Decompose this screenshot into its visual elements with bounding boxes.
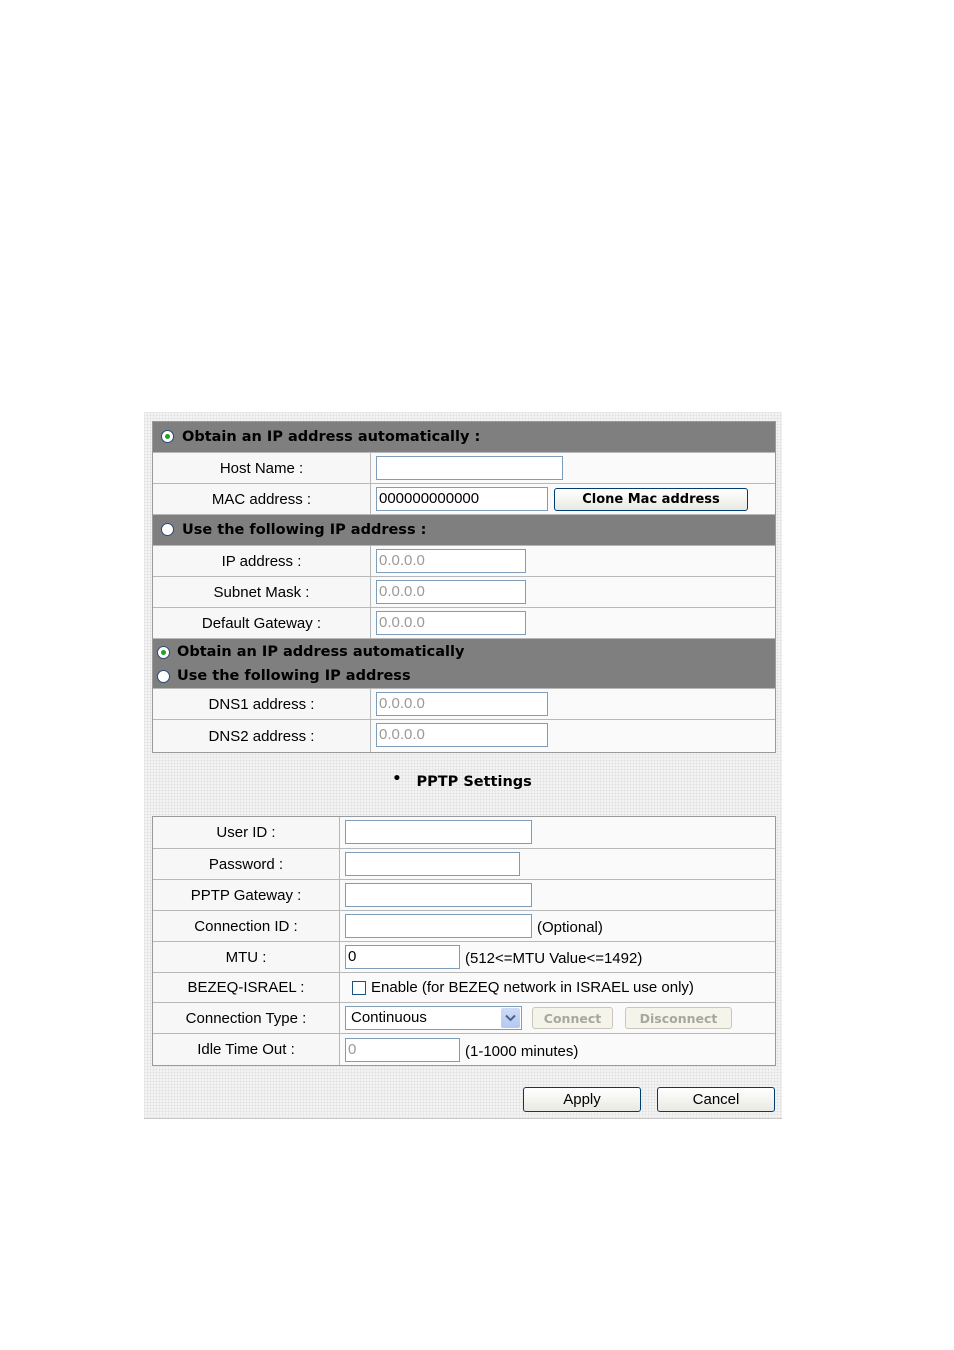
bezeq-label: BEZEQ-ISRAEL :	[153, 973, 340, 1002]
mtu-input[interactable]: 0	[345, 945, 460, 969]
dns-manual-label: Use the following IP address	[177, 668, 411, 684]
host-name-label: Host Name :	[153, 453, 371, 483]
static-ip-radio[interactable]	[161, 523, 174, 536]
connection-type-value: Continuous	[351, 1009, 427, 1026]
apply-button[interactable]: Apply	[523, 1087, 641, 1112]
dns1-label: DNS1 address :	[153, 689, 371, 719]
subnet-mask-row	[153, 576, 775, 607]
mac-address-row	[153, 483, 775, 514]
connection-type-label: Connection Type :	[153, 1003, 340, 1033]
pptp-gateway-input[interactable]	[345, 883, 532, 907]
idle-timeout-note: (1-1000 minutes)	[465, 1043, 579, 1060]
clone-mac-button[interactable]: Clone Mac address	[554, 488, 748, 511]
mtu-label: MTU :	[153, 942, 340, 972]
cancel-button[interactable]: Cancel	[657, 1087, 775, 1112]
user-id-label: User ID :	[153, 817, 340, 848]
dns2-row	[153, 719, 775, 752]
bullet-icon: •	[392, 771, 402, 787]
dhcp-radio[interactable]	[161, 430, 174, 443]
bezeq-checkbox-label: Enable (for BEZEQ network in ISRAEL use only)	[371, 979, 694, 996]
connection-type-select[interactable]	[345, 1006, 522, 1030]
password-input[interactable]	[345, 852, 520, 876]
chevron-down-icon[interactable]	[501, 1008, 520, 1028]
subnet-mask-input[interactable]: 0.0.0.0	[376, 580, 526, 604]
dns-header-row	[153, 638, 775, 688]
connection-id-row	[153, 910, 775, 941]
bezeq-row	[153, 972, 775, 1002]
connection-type-row	[153, 1002, 775, 1033]
user-id-row	[153, 817, 775, 848]
dns-auto-label: Obtain an IP address automatically	[177, 644, 465, 660]
connect-button[interactable]: Connect	[532, 1007, 613, 1029]
ip-address-row	[153, 545, 775, 576]
mac-address-input[interactable]: 000000000000	[376, 487, 548, 511]
mtu-row	[153, 941, 775, 972]
pptp-table	[152, 816, 776, 1066]
ip-address-input[interactable]: 0.0.0.0	[376, 549, 526, 573]
default-gateway-input[interactable]: 0.0.0.0	[376, 611, 526, 635]
user-id-input[interactable]	[345, 820, 532, 844]
dns1-input[interactable]: 0.0.0.0	[376, 692, 548, 716]
ip-address-label: IP address :	[153, 546, 371, 576]
connection-id-note: (Optional)	[537, 919, 603, 936]
wan-ip-table	[152, 421, 776, 753]
connection-id-input[interactable]	[345, 914, 532, 938]
idle-timeout-row	[153, 1033, 775, 1065]
dns2-input[interactable]: 0.0.0.0	[376, 723, 548, 747]
dhcp-header-row	[153, 422, 775, 452]
static-ip-header-label: Use the following IP address :	[182, 522, 427, 538]
mac-address-label: MAC address :	[153, 484, 371, 514]
disconnect-button[interactable]: Disconnect	[625, 1007, 732, 1029]
pptp-gateway-label: PPTP Gateway :	[153, 880, 340, 910]
pptp-section-title	[144, 771, 782, 798]
connection-id-label: Connection ID :	[153, 911, 340, 941]
dns-manual-radio[interactable]	[157, 670, 170, 683]
host-name-input[interactable]	[376, 456, 563, 480]
wan-settings-panel	[144, 412, 782, 1119]
password-row	[153, 848, 775, 879]
dhcp-header-label: Obtain an IP address automatically :	[182, 429, 481, 445]
dns2-label: DNS2 address :	[153, 720, 371, 752]
password-label: Password :	[153, 849, 340, 879]
dns1-row	[153, 688, 775, 719]
dns-auto-radio[interactable]	[157, 646, 170, 659]
default-gateway-row	[153, 607, 775, 638]
static-ip-header-row	[153, 514, 775, 545]
mtu-note: (512<=MTU Value<=1492)	[465, 950, 643, 967]
pptp-gateway-row	[153, 879, 775, 910]
pptp-title-label: PPTP Settings	[416, 774, 532, 790]
bezeq-checkbox[interactable]	[352, 981, 366, 995]
idle-timeout-input[interactable]: 0	[345, 1038, 460, 1062]
host-name-row	[153, 452, 775, 483]
subnet-mask-label: Subnet Mask :	[153, 577, 371, 607]
default-gateway-label: Default Gateway :	[153, 608, 371, 638]
idle-timeout-label: Idle Time Out :	[153, 1034, 340, 1065]
